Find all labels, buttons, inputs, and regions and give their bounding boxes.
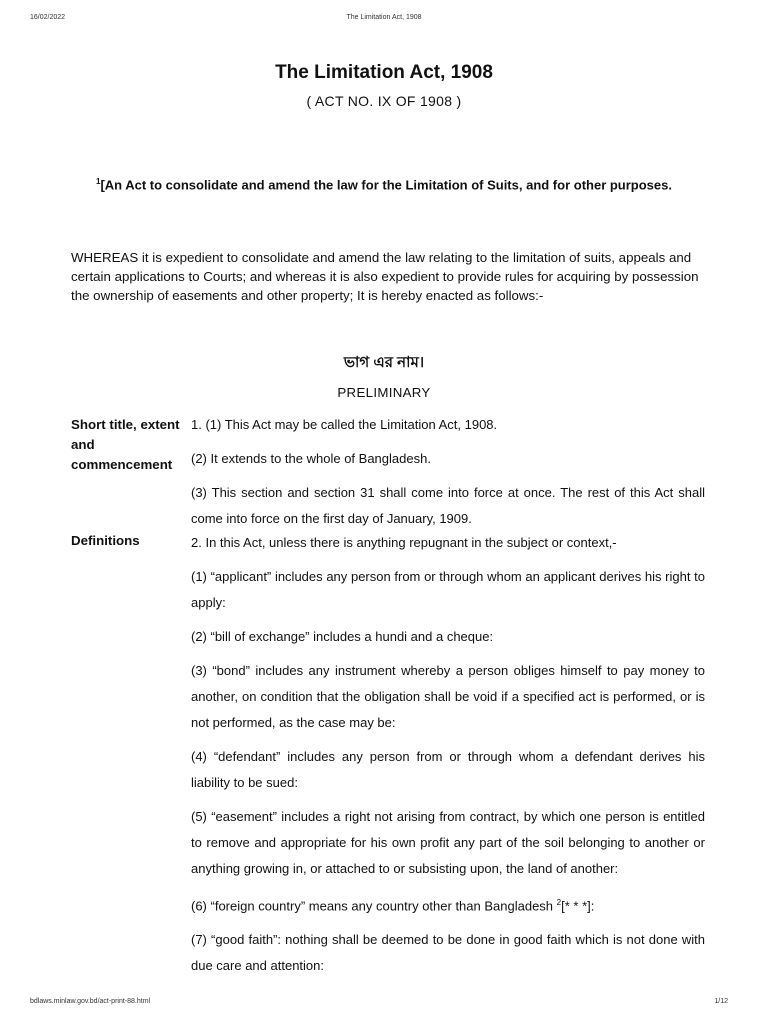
print-date: 16/02/2022 <box>30 14 66 21</box>
omission-marker: [* * *]: <box>561 898 595 914</box>
whereas-clause: WHEREAS it is expedient to consolidate and amend the law relating to the limitation of suits, appeals and certain applications to Courts; and whereas it is also expedient to provide rules for acquiring by possession the ownership of easements and other property; It is hereby enacted as follows:- <box>71 250 699 303</box>
section-paragraph: (5) “easement” includes a right not arising from contract, by which one person is entitled to remove and appropriate for his own profit any part of the soil belonging to another or anything growing in, or attached to or subsisting upon, the land of another: <box>191 809 705 876</box>
section-paragraph: (2) “bill of exchange” includes a hundi and a cheque: <box>191 629 494 644</box>
footnote-ref: 2 <box>556 898 562 907</box>
section-paragraph: 1. (1) This Act may be called the Limitation Act, 1908. <box>191 417 498 432</box>
footnote-ref: 1 <box>95 177 101 186</box>
section-paragraph: (2) It extends to the whole of Bangladesh. <box>191 451 431 466</box>
section-body-short-title <box>191 415 705 540</box>
act-number: ( ACT NO. IX OF 1908 ) <box>306 93 462 109</box>
section-paragraph: (3) This section and section 31 shall come into force at once. The rest of this Act shall come into force on the first day of January, 1909. <box>191 485 705 526</box>
document-title: The Limitation Act, 1908 <box>275 62 493 83</box>
preamble-text: [An Act to consolidate and amend the law for the Limitation of Suits, and for other purposes. <box>100 177 672 193</box>
section-paragraph <box>191 890 705 919</box>
section-label-definitions: Definitions <box>71 533 140 548</box>
preamble <box>80 172 688 194</box>
part-subtitle: PRELIMINARY <box>337 385 431 400</box>
section-label-short-title: Short title, extent and commencement <box>71 417 180 472</box>
footer-url: bdlaws.minlaw.gov.bd/act-print-88.html <box>30 998 151 1005</box>
section-paragraph: (1) “applicant” includes any person from or through whom an applicant derives his right to apply: <box>191 569 705 610</box>
section-paragraph: (3) “bond” includes any instrument whereby a person obliges himself to pay money to another, on condition that the obligation shall be void if a specified act is performed, or is not performed, as the case may be: <box>191 663 705 730</box>
section-paragraph: 2. In this Act, unless there is anything repugnant in the subject or context,- <box>191 535 617 550</box>
section-body-definitions <box>191 533 705 987</box>
section-paragraph: (4) “defendant” includes any person from or through whom a defendant derives his liability to be sued: <box>191 749 705 790</box>
print-header-title: The Limitation Act, 1908 <box>346 14 422 21</box>
section-paragraph: (7) “good faith”: nothing shall be deemed to be done in good faith which is not done with due care and attention: <box>191 932 705 974</box>
page-number: 1/12 <box>714 998 728 1005</box>
definition-text: (6) “foreign country” means any country other than Bangladesh <box>191 898 557 914</box>
part-title: ভাগ এর নাম। <box>343 354 425 371</box>
